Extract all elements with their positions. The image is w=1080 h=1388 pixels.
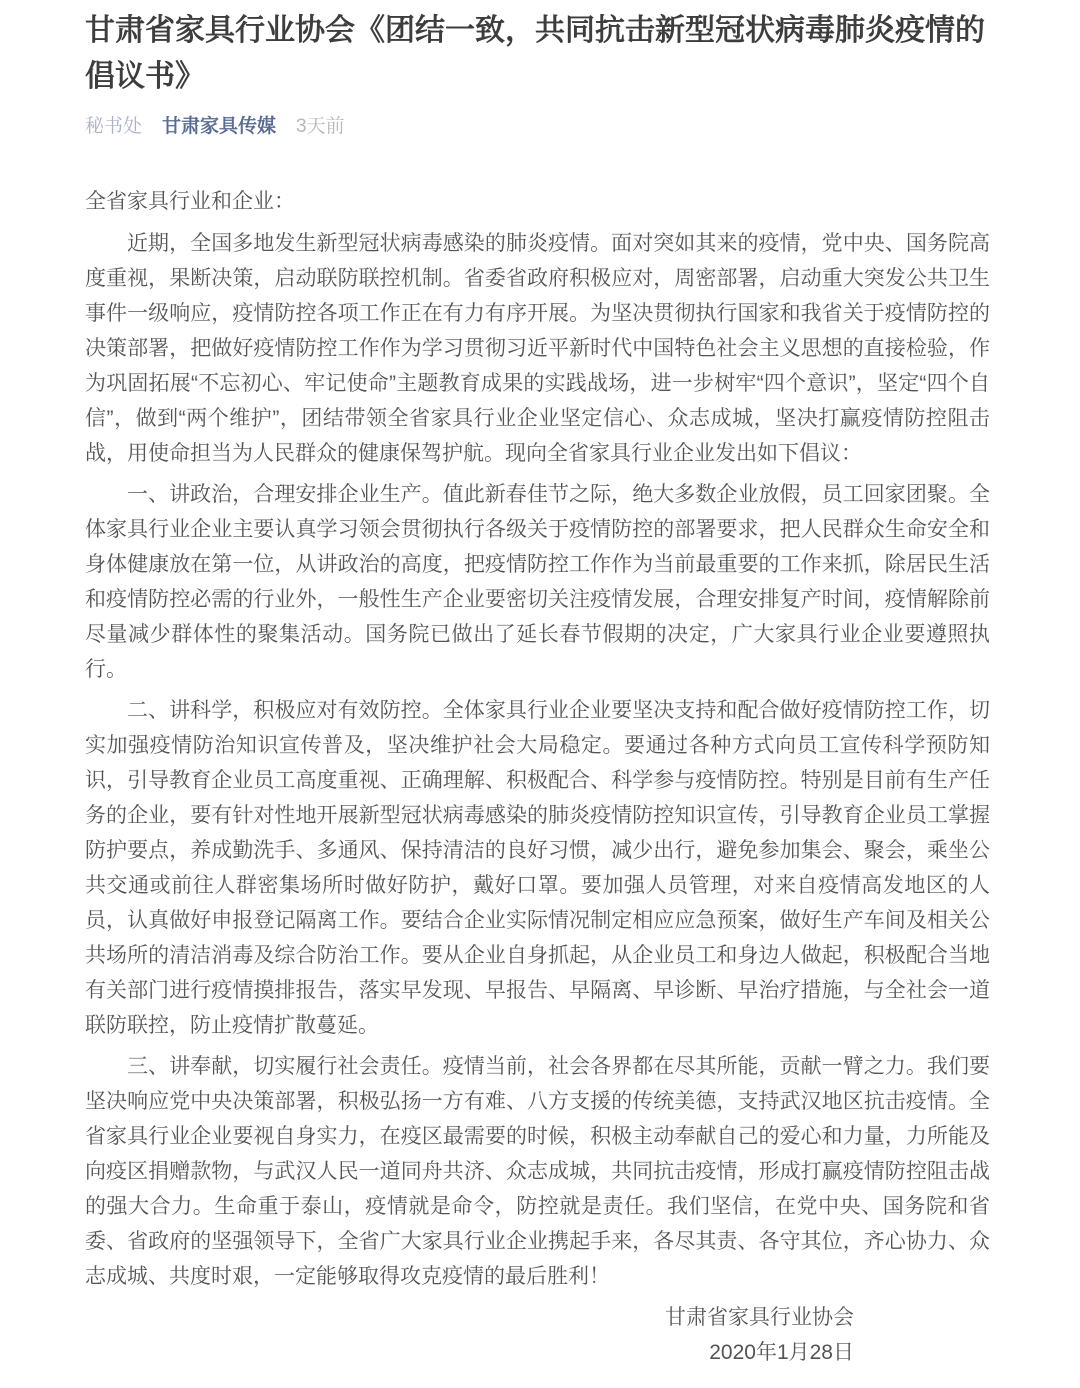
signature-org: 甘肃省家具行业协会	[665, 1306, 854, 1329]
paragraph-point-2: 二、讲科学，积极应对有效防控。全体家具行业企业要坚决支持和配合做好疫情防控工作，切实加强疫情防治知识宣传普及，坚决维护社会大局稳定。要通过各种方式向员工宣传科学预防知识，引导教育企业员工高度重视、正确理解、积极配合、科学参与疫情防控。特别是目前有生产任务的企业，要有针对性地开展新型冠状病毒感染的肺炎疫情防控知识宣传，引导教育企业员工掌握防护要点，养成勤洗手、多通风、保持清洁的良好习惯，减少出行，避免参加集会、聚会，乘坐公共交通或前往人群密集场所时做好防护，戴好口罩。要加强人员管理，对来自疫情高发地区的人员，认真做好申报登记隔离工作。要结合企业实际情况制定相应应急预案，做好生产车间及相关公共场所的清洁消毒及综合防治工作。要从企业自身抓起，从企业员工和身边人做起，积极配合当地有关部门进行疫情摸排报告，落实早发现、早报告、早隔离、早诊断、早治疗措施，与全社会一道联防联控，防止疫情扩散蔓延。	[85, 699, 990, 1037]
salutation-line: 全省家具行业和企业：	[85, 190, 295, 213]
paragraph-intro: 近期，全国多地发生新型冠状病毒感染的肺炎疫情。面对突如其来的疫情，党中央、国务院高度重视，果断决策，启动联防联控机制。省委省政府积极应对，周密部署，启动重大突发公共卫生事件一级响应，疫情防控各项工作正在有力有序开展。为坚决贯彻执行国家和我省关于疫情防控的决策部署，把做好疫情防控工作作为学习贯彻习近平新时代中国特色社会主义思想的直接检验，作为巩固拓展“不忘初心、牢记使命”主题教育成果的实践战场，进一步树牢“四个意识”，坚定“四个自信”，做到“两个维护”，团结带领全省家具行业企业坚定信心、众志成城，坚决打赢疫情防控阻击战，用使命担当为人民群众的健康保驾护航。现向全省家具行业企业发出如下倡议：	[85, 232, 990, 465]
byline-timestamp: 3天前	[296, 116, 345, 137]
article-body	[85, 184, 990, 1370]
paragraph-point-3: 三、讲奉献，切实履行社会责任。疫情当前，社会各界都在尽其所能，贡献一臂之力。我们要坚决响应党中央决策部署，积极弘扬一方有难、八方支援的传统美德，支持武汉地区抗击疫情。全省家具行业企业要视自身实力，在疫区最需要的时候，积极主动奉献自己的爱心和力量，力所能及向疫区捐赠款物，与武汉人民一道同舟共济、众志成城，共同抗击疫情，形成打赢疫情防控阻击战的强大合力。生命重于泰山，疫情就是命令，防控就是责任。我们坚信，在党中央、国务院和省委、省政府的坚强领导下，全省广大家具行业企业携起手来，各尽其责、各守其位，齐心协力、众志成城、共度时艰，一定能够取得攻克疫情的最后胜利！	[85, 1055, 990, 1288]
byline-account-link[interactable]: 甘肃家具传媒	[162, 116, 277, 137]
paragraph-point-1: 一、讲政治，合理安排企业生产。值此新春佳节之际，绝大多数企业放假，员工回家团聚。全体家具行业企业主要认真学习领会贯彻执行各级关于疫情防控的部署要求，把人民群众生命安全和身体健康放在第一位，从讲政治的高度，把疫情防控工作作为当前最重要的工作来抓，除居民生活和疫情防控必需的行业外，一般性生产企业要密切关注疫情发展，合理安排复产时间，疫情解除前尽量减少群体性的聚集活动。国务院已做出了延长春节假期的决定，广大家具行业企业要遵照执行。	[85, 483, 990, 681]
signature-date: 2020年1月28日	[709, 1341, 854, 1364]
byline-department: 秘书处	[85, 116, 143, 137]
article-title: 甘肃省家具行业协会《团结一致，共同抗击新型冠状病毒肺炎疫情的倡议书》	[85, 14, 985, 93]
byline	[85, 113, 990, 140]
